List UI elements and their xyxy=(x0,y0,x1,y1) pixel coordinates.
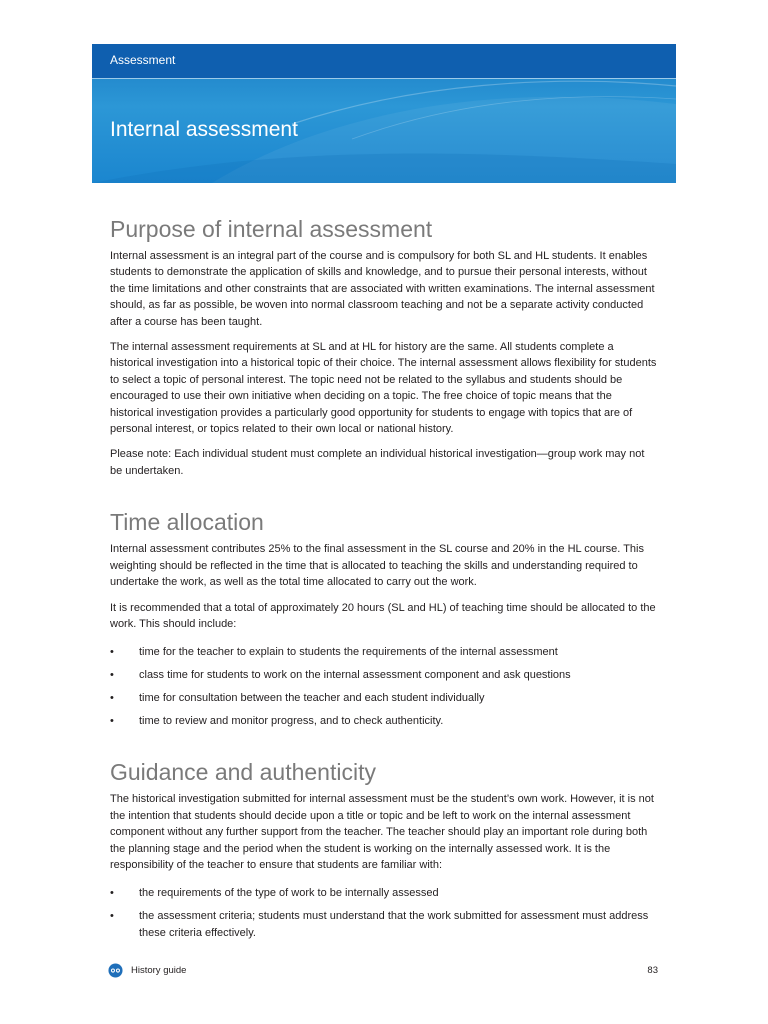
list-item-text: the assessment criteria; students must understand that the work submitted for assessment must address these criteria effectively. xyxy=(139,910,649,939)
heading-guidance: Guidance and authenticity xyxy=(110,759,376,786)
heading-time-allocation: Time allocation xyxy=(110,509,264,536)
header-topbar xyxy=(92,44,676,78)
paragraph: Internal assessment is an integral part of the course and is compulsory for both SL and HL students. It enables students to demonstrate the application of skills and knowledge, and to pursue their personal interests, without the time limitations and other constraints that are associated with written examinations. The internal assessment should, as far as possible, be woven into normal classroom teaching and not be a separate activity conducted after a course has been taught. xyxy=(110,250,655,328)
paragraph: Internal assessment contributes 25% to the final assessment in the SL course and 20% in the HL course. This weighting should be reflected in the time that is allocated to teaching the skills and understanding required to undertake the work, as well as the total time allocated to carry out the work. xyxy=(110,543,644,589)
paragraph: Please note: Each individual student must complete an individual historical investigation—group work may not be undertaken. xyxy=(110,448,645,477)
ib-logo-icon xyxy=(108,963,123,978)
footer-guide-title: History guide xyxy=(131,965,187,976)
bullet-list xyxy=(110,644,658,729)
bullet-icon: • xyxy=(110,887,114,900)
paragraph: The historical investigation submitted for internal assessment must be the student’s own work. However, it is not the intention that students should decide upon a title or topic and be left to work on the internal assessment component without any further support from the teacher. The teacher should play an important role during both the planning stage and the period when the student is working on the internally assessed work. It is the responsibility of the teacher to ensure that students are familiar with: xyxy=(110,793,654,872)
bullet-icon: • xyxy=(110,910,114,923)
page-title: Internal assessment xyxy=(110,118,298,141)
list-item xyxy=(110,908,658,941)
heading-purpose: Purpose of internal assessment xyxy=(110,216,433,242)
header-divider xyxy=(92,78,676,79)
page-footer xyxy=(108,962,658,980)
list-item-text: the requirements of the type of work to be internally assessed xyxy=(139,887,439,900)
list-item-text: time for the teacher to explain to students the requirements of the internal assessment xyxy=(139,646,558,659)
list-item-text: class time for students to work on the internal assessment component and ask questions xyxy=(139,669,571,682)
list-item xyxy=(110,885,658,901)
bullet-icon: • xyxy=(110,669,114,682)
list-item xyxy=(110,713,658,729)
bullet-icon: • xyxy=(110,646,114,659)
list-item-text: time to review and monitor progress, and to check authenticity. xyxy=(139,715,444,728)
paragraph: It is recommended that a total of approximately 20 hours (SL and HL) of teaching time should be allocated to the work. This should include: xyxy=(110,601,656,630)
bullet-icon: • xyxy=(110,715,114,728)
bullet-icon: • xyxy=(110,692,114,705)
list-item xyxy=(110,644,658,660)
paragraph: The internal assessment requirements at SL and at HL for history are the same. All students complete a historical investigation into a historical topic of their choice. The internal assessment allows flexibility for students to select a topic of personal interest. The topic need not be related to the syllabus and students should be encouraged to use their own initiative when deciding on a topic. The free choice of topic means that the historical investigation provides a particularly good opportunity for students to engage with topics that are of personal interest, or topics related to their own local or national history. xyxy=(110,341,657,436)
header-banner xyxy=(92,44,676,183)
page-number: 83 xyxy=(647,965,658,976)
bullet-list xyxy=(110,885,658,941)
list-item xyxy=(110,690,658,706)
section-label: Assessment xyxy=(110,53,176,67)
list-item xyxy=(110,667,658,683)
list-item-text: time for consultation between the teacher and each student individually xyxy=(139,692,485,705)
document-body xyxy=(110,214,658,948)
